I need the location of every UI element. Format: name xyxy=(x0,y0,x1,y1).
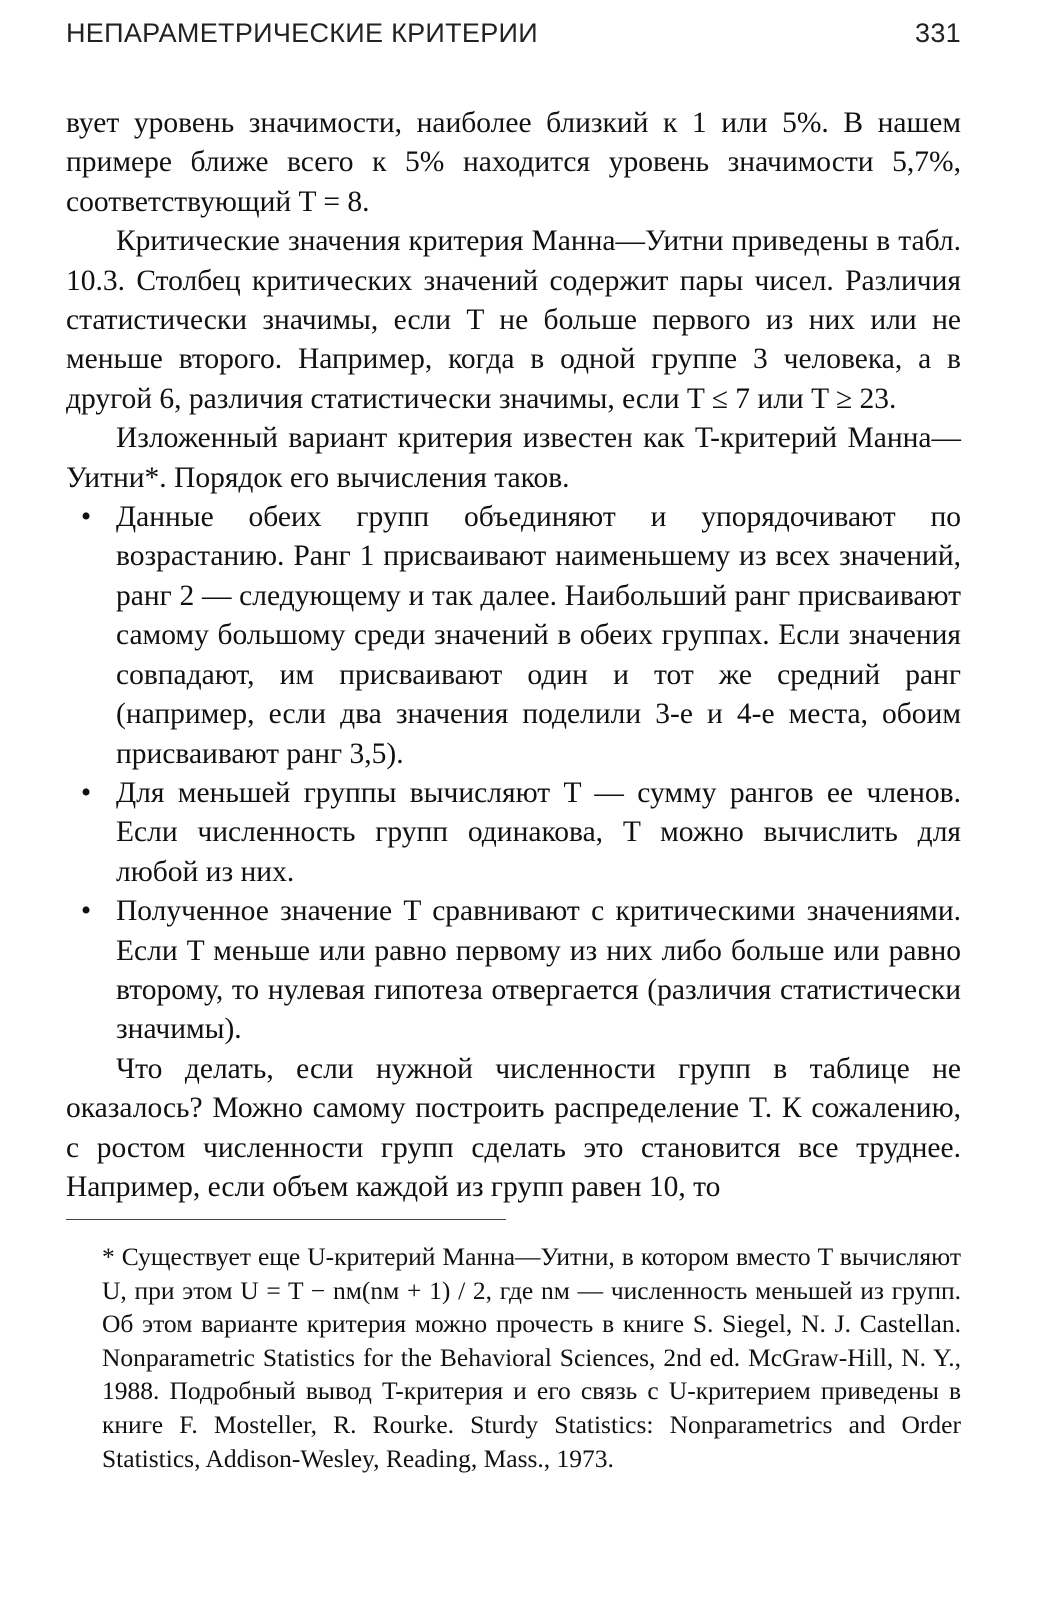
bullet-icon: • xyxy=(80,501,92,534)
procedure-list xyxy=(66,498,961,1050)
paragraph-critical-values: Критические значения критерия Манна—Уитни приведены в табл. 10.3. Столбец критических значений содержит пары чисел. Различия статистически значимы, если T не больше первого из них или не меньше второго. Например, когда в одной группе 3 человека, а в другой 6, различия статистически значимы, если T ≤ 7 или T ≥ 23. xyxy=(66,225,961,415)
running-title: НЕПАРАМЕТРИЧЕСКИЕ КРИТЕРИИ xyxy=(66,18,538,48)
main-text xyxy=(66,104,961,1207)
list-item-text: Для меньшей группы вычисляют T — сумму рангов ее членов. Если численность групп одинакова, T можно вычислить для любой из них. xyxy=(116,776,961,888)
bullet-icon: • xyxy=(80,776,92,809)
page-number: 331 xyxy=(915,18,961,48)
footnote xyxy=(102,1240,961,1475)
paragraph-continuation: вует уровень значимости, наиболее близкий к 1 или 5%. В нашем примере ближе всего к 5% находится уровень значимости 5,7%, соответствующий T = 8. xyxy=(66,107,961,218)
list-item xyxy=(66,774,961,892)
list-item xyxy=(66,498,961,774)
paragraph-method-intro: Изложенный вариант критерия известен как T-критерий Манна—Уитни*. Порядок его вычисления таков. xyxy=(66,422,961,494)
paragraph-distribution: Что делать, если нужной численности групп в таблице не оказалось? Можно самому построить распределение T. К сожалению, с ростом численности групп сделать это становится все труднее. Например, если объем каждой из групп равен 10, то xyxy=(66,1052,961,1203)
page-header xyxy=(66,18,961,58)
list-item xyxy=(66,892,961,1050)
footnote-text: * Существует еще U-критерий Манна—Уитни, в котором вместо T вычисляют U, при этом U = T − nм(nм + 1) / 2, где nм — численность меньшей из групп. Об этом варианте критерия можно прочесть в книге S. Siegel, N. J. Castellan. Nonparametric Statistics for the Behavioral Sciences, 2nd ed. McGraw-Hill, N. Y., 1988. Подробный вывод T-критерия и его связь с U-критерием приведены в книге F. Mosteller, R. Rourke. Sturdy Statistics: Nonparametrics and Order Statistics, Addison-Wesley, Reading, Mass., 1973. xyxy=(102,1242,961,1473)
list-item-text: Полученное значение T сравнивают с критическими значениями. Если T меньше или равно первому из них либо больше или равно второму, то нулевая гипотеза отвергается (различия статистически значимы). xyxy=(116,895,961,1046)
list-item-text: Данные обеих групп объединяют и упорядочивают по возрастанию. Ранг 1 присваивают наименьшему из всех значений, ранг 2 — следующему и так далее. Наибольший ранг присваивают самому большому среди значений в обеих группах. Если значения совпадают, им присваивают один и тот же средний ранг (например, если два значения поделили 3-е и 4-е места, обоим присваивают ранг 3,5). xyxy=(116,501,961,770)
footnote-divider xyxy=(66,1219,506,1220)
bullet-icon: • xyxy=(80,895,92,928)
